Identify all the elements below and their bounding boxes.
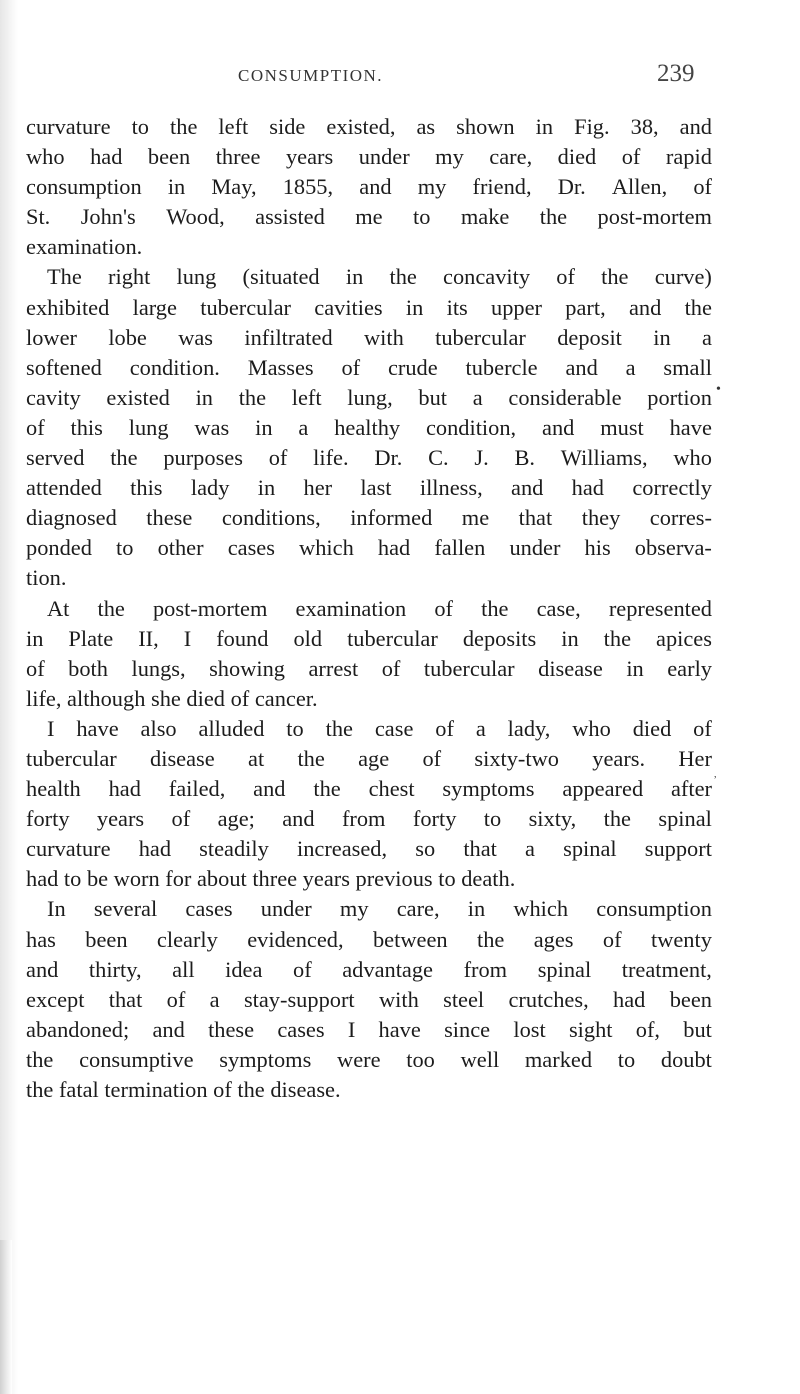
text-line: of both lungs, showing arrest of tubercular disease in early: [26, 655, 712, 681]
text-line: health had failed, and the chest symptoms appeared after: [26, 776, 712, 802]
text-line: curvature to the left side existed, as shown in Fig. 38, and: [26, 114, 712, 139]
text-line: curvature had steadily increased, so that a spinal support: [26, 836, 712, 862]
paragraph: [26, 714, 712, 895]
paragraph: [26, 894, 712, 1105]
text-line: diagnosed these conditions, informed me that they corres-: [26, 505, 712, 531]
text-line: The right lung (situated in the concavity of the curve): [47, 264, 712, 290]
text-line: in Plate II, I found old tubercular deposits in the apices: [26, 625, 712, 651]
page-gutter-shadow: [0, 0, 18, 1394]
text-line: cavity existed in the left lung, but a considerable portion: [26, 384, 712, 410]
text-line: forty years of age; and from forty to sixty, the spinal: [26, 806, 712, 832]
text-line: tubercular disease at the age of sixty-two years. Her: [26, 745, 712, 771]
text-line: exhibited large tubercular cavities in its upper part, and the: [26, 294, 712, 320]
paragraph: [26, 112, 712, 262]
running-head: CONSUMPTION.: [238, 66, 384, 85]
text-line: except that of a stay-support with steel crutches, had been: [26, 986, 712, 1012]
text-line: tion.: [26, 565, 67, 591]
page-number: 239: [657, 60, 695, 87]
page-corner-shadow: [0, 1240, 12, 1394]
text-line: had to be worn for about three years previous to death.: [26, 866, 516, 892]
paragraph: [26, 262, 712, 593]
text-line: St. John's Wood, assisted me to make the post-mortem: [26, 204, 712, 230]
text-line: has been clearly evidenced, between the ages of twenty: [26, 926, 712, 952]
text-line: and thirty, all idea of advantage from spinal treatment,: [26, 956, 712, 982]
margin-speck: ,: [714, 769, 717, 780]
text-line: attended this lady in her last illness, and had correctly: [26, 475, 712, 501]
text-line: served the purposes of life. Dr. C. J. B. Williams, who: [26, 445, 712, 471]
margin-speck: •: [716, 382, 721, 397]
text-line: abandoned; and these cases I have since lost sight of, but: [26, 1016, 712, 1042]
page-header: [0, 60, 800, 100]
text-line: lower lobe was infiltrated with tubercular deposit in a: [26, 324, 712, 350]
text-line: who had been three years under my care, died of rapid: [26, 144, 712, 170]
text-line: At the post-mortem examination of the case, represented: [47, 595, 712, 621]
text-line: the fatal termination of the disease.: [26, 1077, 341, 1102]
text-line: the consumptive symptoms were too well marked to doubt: [26, 1046, 712, 1072]
text-line: In several cases under my care, in which consumption: [47, 896, 712, 922]
body-text: [26, 112, 712, 1105]
text-line: consumption in May, 1855, and my friend, Dr. Allen, of: [26, 174, 712, 200]
text-line: life, although she died of cancer.: [26, 685, 318, 711]
text-line: softened condition. Masses of crude tubercle and a small: [26, 354, 712, 380]
text-line: ponded to other cases which had fallen under his observa-: [26, 535, 712, 561]
text-line: I have also alluded to the case of a lady, who died of: [47, 715, 712, 741]
paragraph: [26, 594, 712, 714]
text-line: of this lung was in a healthy condition, and must have: [26, 414, 712, 440]
text-line: examination.: [26, 234, 143, 260]
